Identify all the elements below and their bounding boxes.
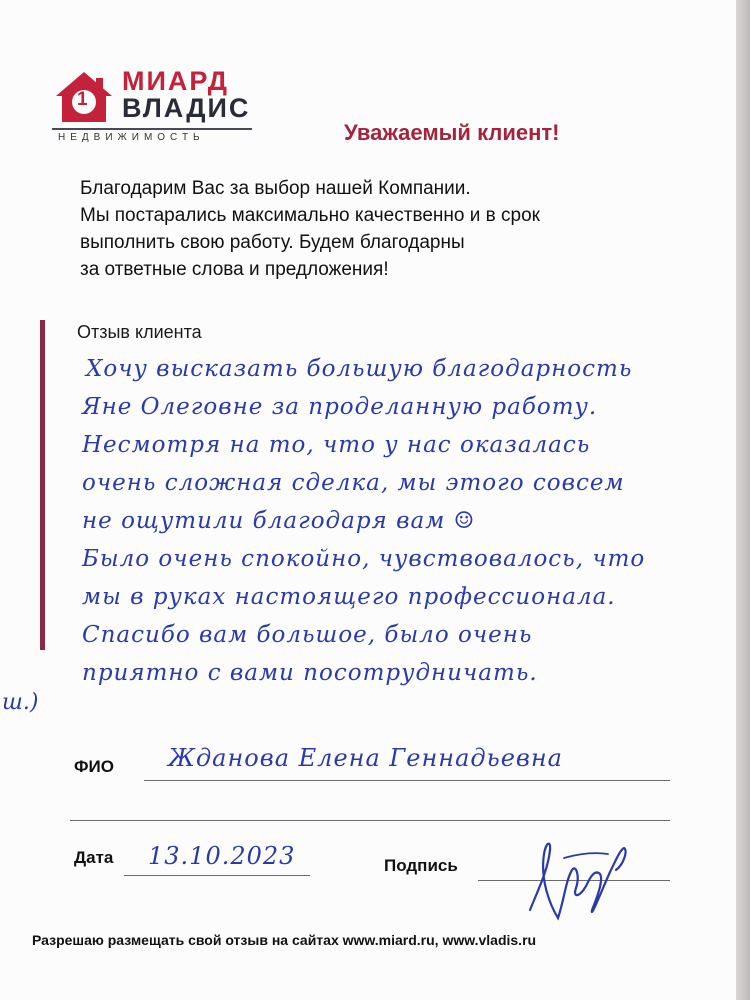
fio-value: Жданова Елена Геннадьевна	[168, 744, 563, 772]
greeting-heading: Уважаемый клиент!	[344, 120, 560, 145]
review-line: Хочу высказать большую благодарность	[86, 356, 633, 382]
review-line: приятно с вами посотрудничать.	[82, 660, 538, 686]
brand-tagline: НЕДВИЖИМОСТЬ	[58, 132, 205, 143]
house-number: 1	[77, 89, 88, 110]
review-line: Несмотря на то, что у нас оказалась	[82, 432, 591, 458]
blank-underline	[70, 820, 670, 821]
intro-line: за ответные слова и предложения!	[80, 259, 389, 280]
review-line: Было очень спокойно, чувствовалось, что	[82, 546, 646, 572]
date-label: Дата	[74, 848, 114, 867]
brand-divider	[52, 128, 252, 130]
page-edge	[736, 0, 750, 1000]
intro-line: выполнить свою работу. Будем благодарны	[80, 232, 465, 253]
date-underline	[124, 875, 310, 876]
review-section-title: Отзыв клиента	[77, 322, 202, 342]
review-line: Спасибо вам большое, было очень	[82, 622, 533, 648]
review-line: Яне Олеговне за проделанную работу.	[82, 394, 598, 420]
fio-label: ФИО	[74, 757, 114, 776]
signature-label: Подпись	[384, 856, 458, 875]
review-line: не ощутили благодаря вам ☺	[82, 508, 476, 534]
intro-line: Мы постарались максимально качественно и в срок	[80, 205, 540, 226]
company-logo	[52, 66, 262, 150]
brand-name-line2: ВЛАДИС	[122, 93, 251, 123]
brand-name-line1: МИАРД	[122, 66, 229, 96]
intro-line: Благодарим Вас за выбор нашей Компании.	[80, 178, 471, 199]
signature-image	[520, 830, 640, 925]
review-line: очень сложная сделка, мы этого совсем	[82, 470, 625, 496]
review-line: мы в руках настоящего профессионала.	[82, 584, 616, 610]
date-value: 13.10.2023	[148, 842, 296, 870]
intro-text	[80, 175, 700, 283]
section-accent-bar	[40, 320, 45, 650]
fio-underline	[144, 780, 670, 781]
consent-footer: Разрешаю размещать свой отзыв на сайтах www.miard.ru, www.vladis.ru	[32, 932, 537, 948]
handwritten-review	[82, 350, 712, 692]
margin-handwriting: ш.)	[2, 690, 39, 715]
